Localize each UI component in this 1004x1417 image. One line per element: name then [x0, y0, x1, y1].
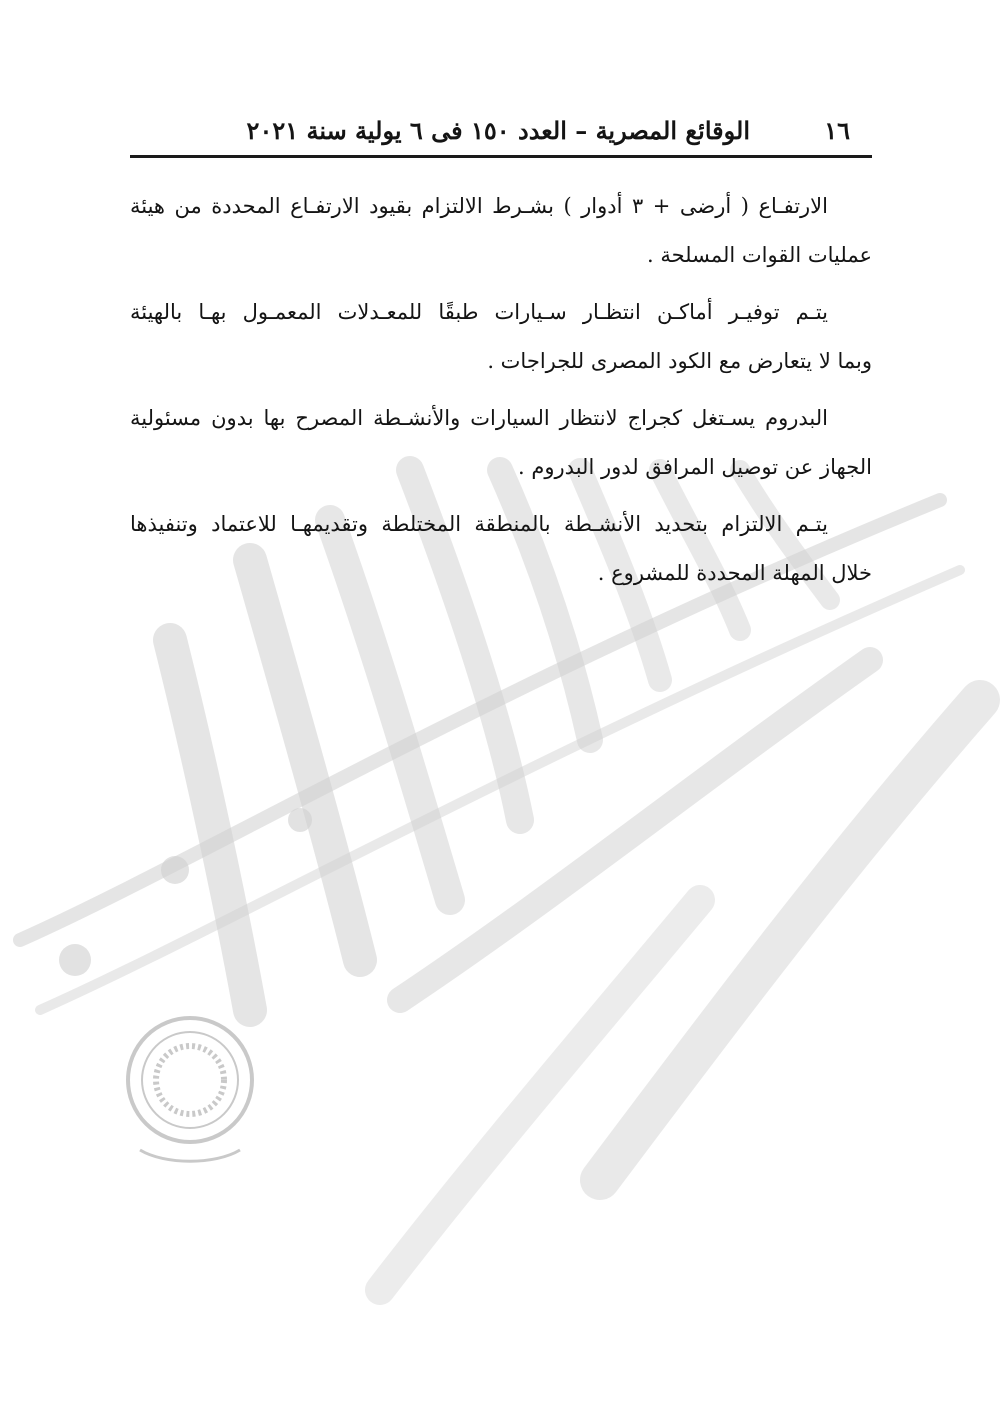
paragraph-line: خلال المهلة المحددة للمشروع .	[597, 561, 872, 585]
page-number: ١٦	[824, 116, 850, 145]
body-text	[130, 182, 872, 606]
paragraph-basement	[130, 394, 872, 492]
paragraph-line: البدروم يسـتغل كجراج لانتظار السيارات والأنشـطة المصرح بها بدون مسئولية	[130, 406, 828, 430]
paragraph-line: يتـم الالتزام بتحديد الأنشـطة بالمنطقة المختلطة وتقديمهـا للاعتماد وتنفيذها	[130, 512, 828, 536]
paragraph-mixed-zone	[130, 500, 872, 598]
paragraph-line: عمليات القوات المسلحة .	[646, 243, 872, 267]
paragraph-line: الجهاز عن توصيل المرافق لدور البدروم .	[518, 455, 872, 479]
paragraph-height-limit	[130, 182, 872, 280]
paragraph-line: وبما لا يتعارض مع الكود المصرى للجراجات .	[487, 349, 872, 373]
gazette-title: الوقائع المصرية – العدد ١٥٠ فى ٦ يولية سنة ٢٠٢١	[246, 116, 750, 145]
page-header	[130, 112, 872, 156]
header-divider	[130, 155, 872, 158]
paragraph-line: يتـم توفيـر أماكـن انتظـار سـيارات طبقًا للمعـدلات المعمـول بهـا بالهيئة	[130, 300, 828, 324]
paragraph-line: الارتفـاع ( أرضى + ٣ أدوار ) بشـرط الالتزام بقيود الارتفـاع المحددة من هيئة	[130, 194, 828, 218]
paragraph-parking	[130, 288, 872, 386]
